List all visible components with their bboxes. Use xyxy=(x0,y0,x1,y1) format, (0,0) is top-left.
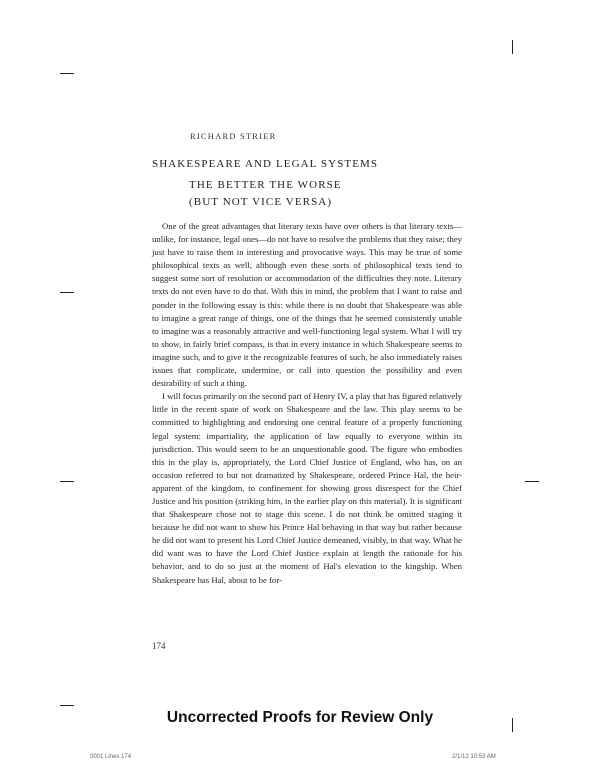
paragraph: One of the great advantages that literary texts have over others is that literary texts—unlike, for instance, legal ones—do not have to resolve the problems that they raise; they just have to raise them in interesting and provocative ways. This may be true of some philosophical texts as well, although even these sorts of philosophical texts tend to suggest some sort of resolution or accommodation of the difficulties they note. Literary texts do not even have to do that. With this in mind, the problem that I want to raise and ponder in the following essay is this: while there is no doubt that Shakespeare was able to imagine a great range of things, one of the things that he seemed consistently unable to imagine was a reasonably attractive and well-functioning legal system. What I will try to show, in fairly brief compass, is that in every instance in which Shakespeare seems to imagine such, and to give it the recognizable features of such, he also immediately raises issues that complicate, undermine, or call into question the possibility and even desirability of such a thing. xyxy=(152,221,462,389)
author-name: RICHARD STRIER xyxy=(190,131,277,141)
crop-mark xyxy=(60,73,74,74)
proof-banner: Uncorrected Proofs for Review Only xyxy=(166,709,434,726)
footer-file-info: 0001 Lines 174 xyxy=(90,754,132,760)
paragraph: I will focus primarily on the second part of Henry IV, a play that has figured relatively little in the recent spate of work on Shakespeare and the law. This play seems to be committed to highlighting and endorsing one central feature of a properly functioning legal system: impartiality, the application of law equally to everyone within its jurisdiction. This would seem to be an unquestionable good. The figure who embodies this in the play is, appropriately, the Lord Chief Justice of England, who has, on an occasion referred to but not dramatized by Shakespeare, ordered Prince Hal, the heir-apparent of the kingdom, to confinement for showing gross disrespect for the Chief Justice and his position (striking him, in the earlier play on this material). It is significant that Shakespeare chose not to stage this scene. I do not think he omitted staging it because he did not want to show his Prince Hal behaving in that way but rather because he did not want to present his Lord Chief Justice demeaned, visibly, in that way. What he did want was to have the Lord Chief Justice explain at length the rationale for his behavior, and to do so just at the moment of Hal's elevation to the kingship. When Shakespeare has Hal, about to be for- xyxy=(152,391,462,585)
crop-mark xyxy=(60,705,74,706)
page-number: 174 xyxy=(152,641,166,651)
crop-mark xyxy=(525,481,539,482)
chapter-subtitle-parenthetical: (BUT NOT VICE VERSA) xyxy=(189,196,333,208)
body-text xyxy=(152,220,462,587)
chapter-title: SHAKESPEARE AND LEGAL SYSTEMS xyxy=(152,158,379,170)
crop-mark xyxy=(512,40,513,54)
footer-timestamp: 2/1/12 10:53 AM xyxy=(452,754,496,760)
crop-mark xyxy=(60,292,74,293)
crop-mark xyxy=(60,481,74,482)
chapter-subtitle: THE BETTER THE WORSE xyxy=(189,179,342,191)
